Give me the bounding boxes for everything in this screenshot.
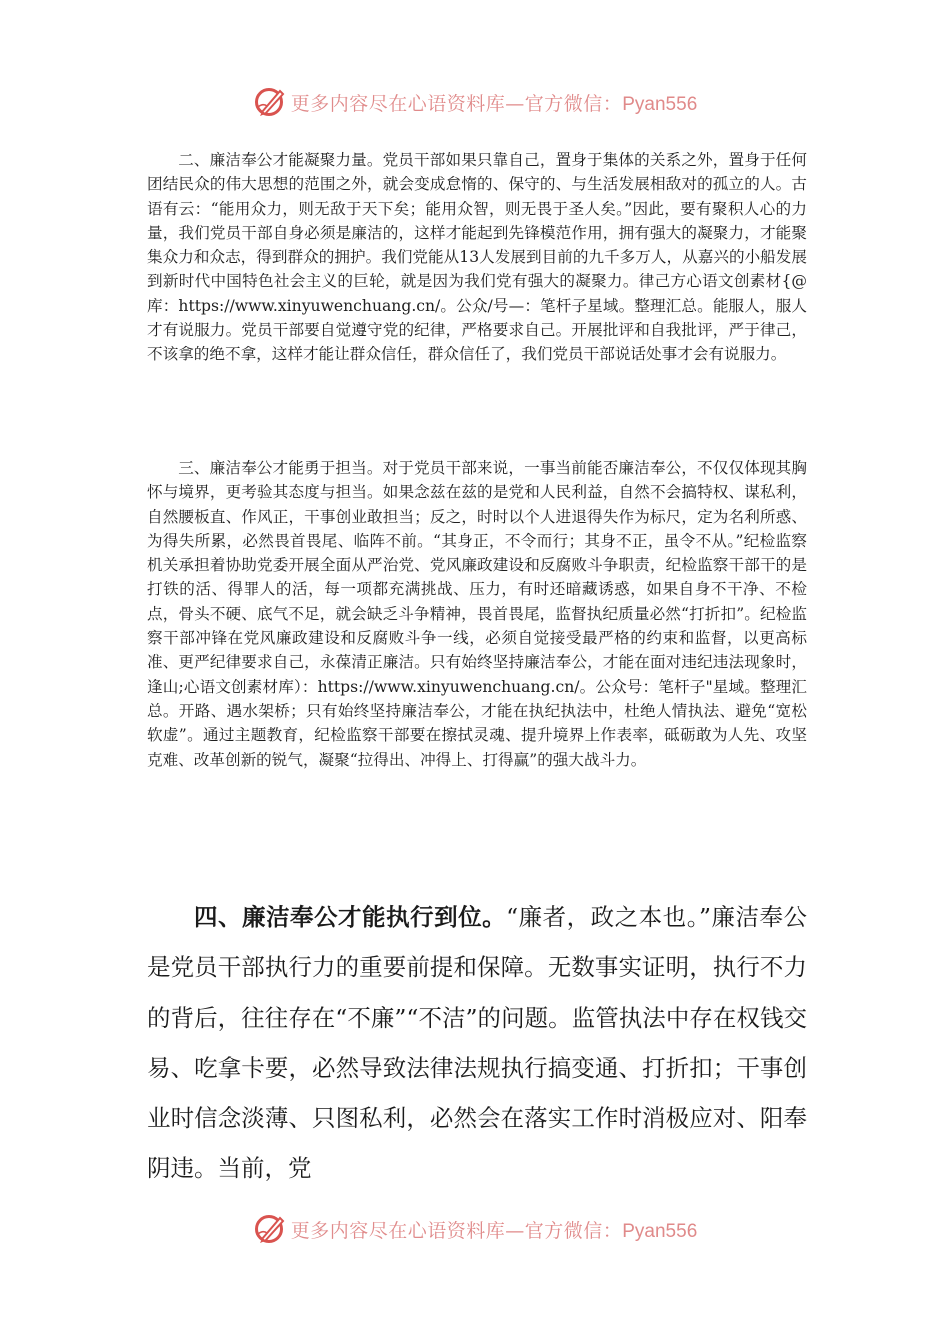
wechat-id: Pyan556 <box>622 1220 698 1242</box>
pen-logo-icon <box>253 1212 287 1246</box>
pen-logo-icon <box>253 85 287 119</box>
header-banner <box>0 82 950 122</box>
section-3-paragraph: 三、廉洁奉公才能勇于担当。对于党员干部来说，一事当前能否廉洁奉公，不仅仅体现其胸怀与境界，更考验其态度与担当。如果念兹在兹的是党和人民利益，自然不会搞特权、谋私利，自然腰板直、作风正，干事创业敢担当；反之，时时以个人进退得失作为标尺，定为名利所惑、为得失所累，必然畏首畏尾、临阵不前。“其身正，不令而行；其身不正，虽令不从。”纪检监察机关承担着协助党委开展全面从严治党、党风廉政建设和反腐败斗争职责，纪检监察干部干的是打铁的活、得罪人的活，每一项都充满挑战、压力，有时还暗藏诱惑，如果自身不干净、不检点，骨头不硬、底气不足，就会缺乏斗争精神，畏首畏尾，监督执纪质量必然“打折扣”。纪检监察干部冲锋在党风廉政建设和反腐败斗争一线，必须自觉接受最严格的约束和监督，以更高标准、更严纪律要求自己，永葆清正廉洁。只有始终坚持廉洁奉公，才能在面对违纪违法现象时，逢山;心语文创素材库）：https://www.xinyuwenchuang.cn/。公众号：笔杆子"星域。整理汇总。开路、遇水架桥；只有始终坚持廉洁奉公，才能在执纪执法中，杜绝人情执法、避免“宽松软虚”。通过主题教育，纪检监察干部要在擦拭灵魂、提升境界上作表率，砥砺敢为人先、攻坚克难、改革创新的锐气，凝聚“拉得出、冲得上、打得赢”的强大战斗力。 <box>147 459 807 769</box>
section-4-paragraph <box>147 892 807 1194</box>
section-4-heading: 四、廉洁奉公才能执行到位。 <box>194 903 507 931</box>
section-2-paragraph: 二、廉洁奉公才能凝聚力量。党员干部如果只靠自己，置身于集体的关系之外，置身于任何团结民众的伟大思想的范围之外，就会变成怠惰的、保守的、与生活发展相敌对的孤立的人。古语有云：“能用众力，则无敌于天下矣；能用众智，则无畏于圣人矣。”因此，要有聚积人心的力量，我们党员干部自身必须是廉洁的，这样才能起到先锋模范作用，拥有强大的凝聚力，才能聚集众力和众志，得到群众的拥护。我们党能从13人发展到目前的九千多万人，从嘉兴的小船发展到新时代中国特色社会主义的巨轮，就是因为我们党有强大的凝聚力。律己方心语文创素材{@库：https://www.xinyuwenchuang.cn/。公众/号—：笔杆子星域。整理汇总。能服人，服人才有说服力。党员干部要自觉遵守党的纪律，严格要求自己。开展批评和自我批评，严于律己，不该拿的绝不拿，这样才能让群众信任，群众信任了，我们党员干部说话处事才会有说服力。 <box>147 151 807 364</box>
footer-banner <box>0 1209 950 1249</box>
banner-text: 更多内容尽在心语资料库—官方微信：Pyan556 <box>290 92 698 115</box>
banner-text: 更多内容尽在心语资料库—官方微信：Pyan556 <box>290 1219 698 1242</box>
wechat-id: Pyan556 <box>622 93 698 115</box>
section-4-body: “廉者，政之本也。”廉洁奉公是党员干部执行力的重要前提和保障。无数事实证明，执行不力的背后，往往存在“不廉”“不洁”的问题。监管执法中存在权钱交易、吃拿卡要，必然导致法律法规执行搞变通、打折扣；干事创业时信念淡薄、只图私利，必然会在落实工作时消极应对、阳奉阴违。当前，党 <box>147 903 807 1183</box>
